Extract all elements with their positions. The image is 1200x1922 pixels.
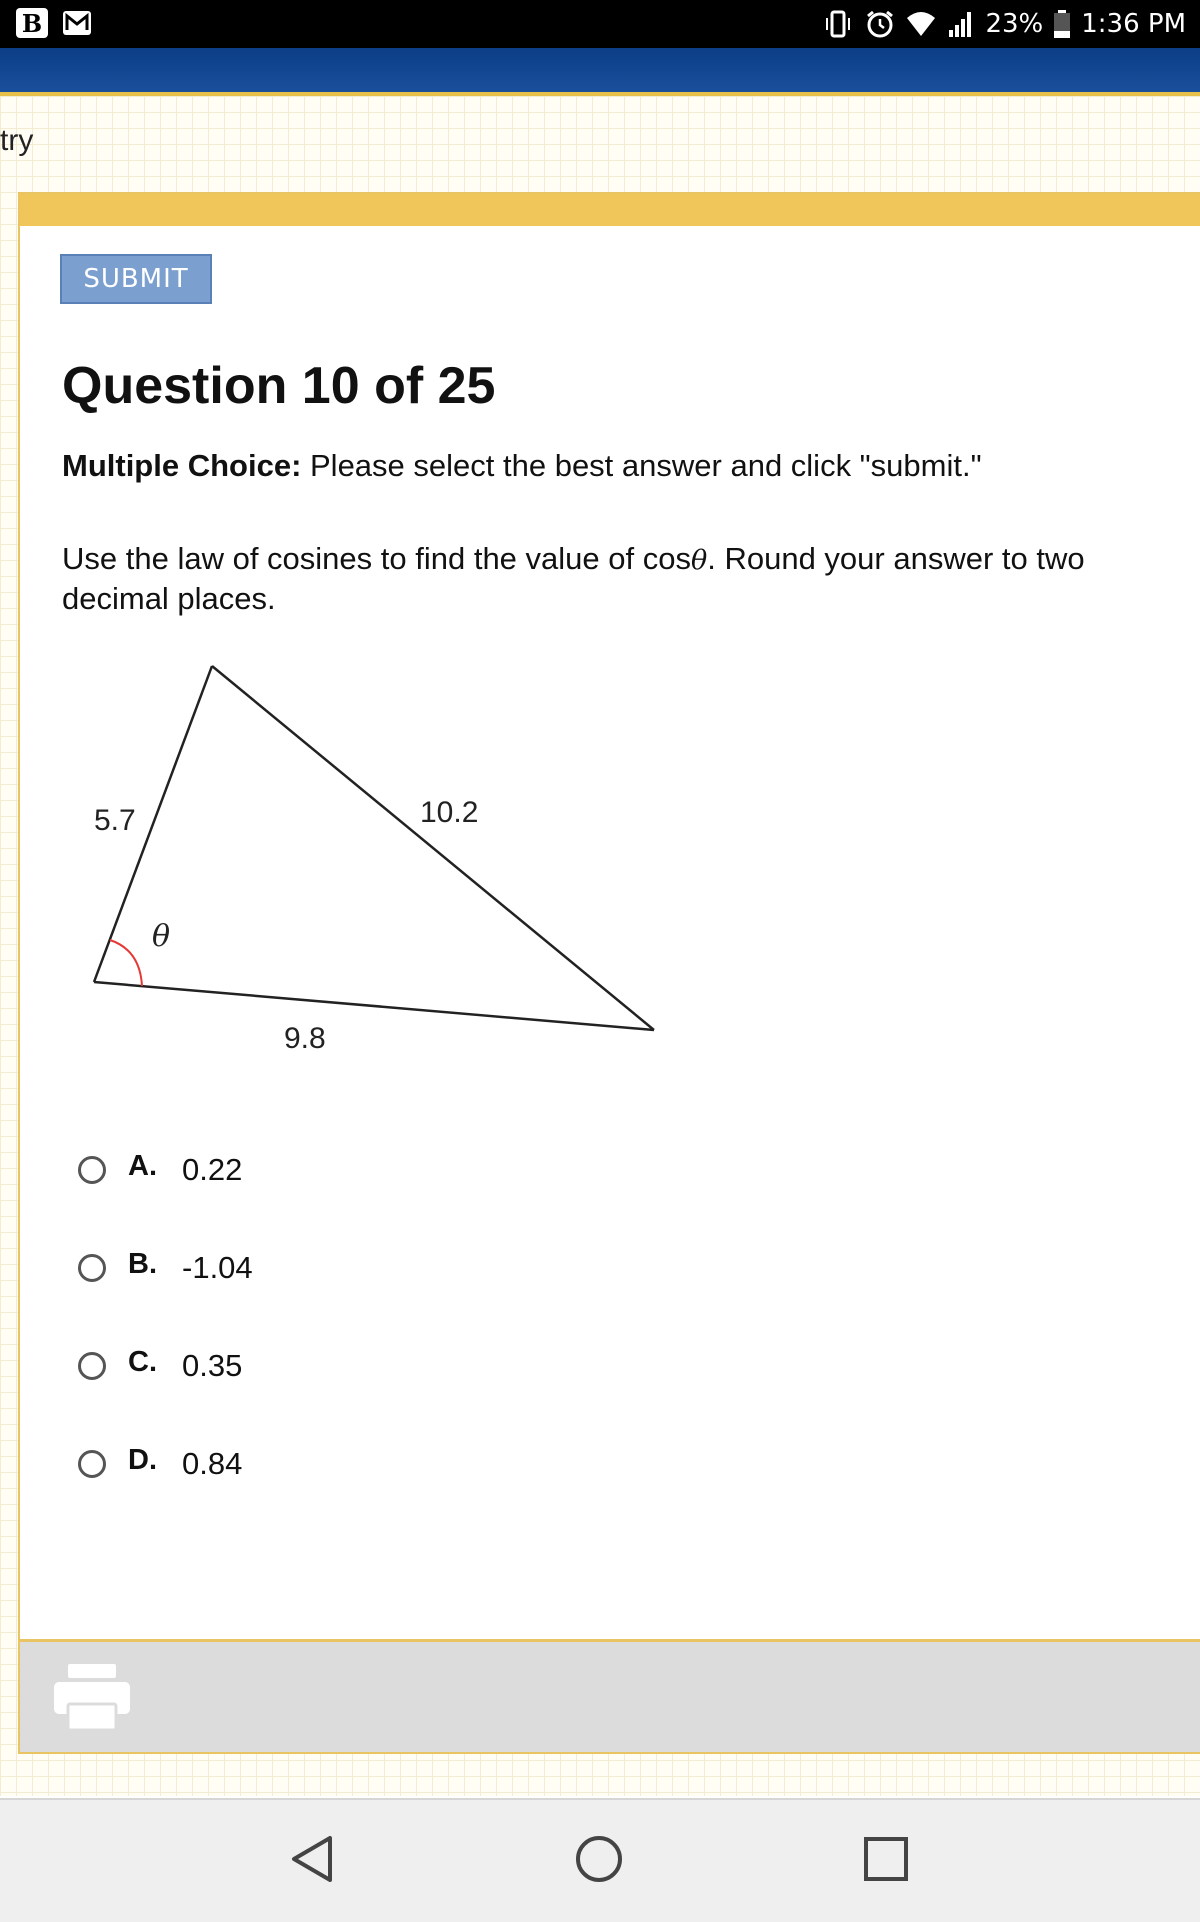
home-icon[interactable]: [574, 1834, 624, 1884]
radio-button[interactable]: [78, 1450, 106, 1478]
question-prompt: [62, 540, 1182, 618]
back-icon[interactable]: [290, 1834, 336, 1884]
instructions-label: Multiple Choice:: [62, 448, 302, 483]
vibrate-icon: [821, 9, 855, 39]
app-header: [0, 48, 1200, 96]
recents-icon[interactable]: [862, 1834, 910, 1884]
prompt-theta: θ: [690, 545, 708, 576]
side-label-right: 10.2: [420, 796, 479, 829]
gmail-icon: [62, 8, 92, 38]
angle-label: θ: [152, 919, 171, 954]
navigation-bar: [0, 1798, 1200, 1922]
status-bar: [0, 0, 1200, 48]
triangle-diagram: [70, 654, 670, 1074]
choice-c[interactable]: [78, 1342, 242, 1390]
choice-value: 0.35: [182, 1348, 243, 1383]
wifi-icon: [905, 9, 937, 39]
choice-value: 0.84: [182, 1446, 243, 1481]
clock: 1:36 PM: [1081, 9, 1186, 39]
prompt-text-before: Use the law of cosines to find the value of cos: [62, 541, 691, 576]
angle-arc: [110, 940, 142, 986]
signal-icon: [947, 9, 975, 39]
side-label-bottom: 9.8: [284, 1022, 326, 1055]
submit-button[interactable]: SUBMIT: [60, 254, 212, 304]
radio-button[interactable]: [78, 1352, 106, 1380]
prompt-text-after: . Round your answer to two decimal places.: [62, 541, 1085, 616]
alarm-icon: [865, 9, 895, 39]
side-label-left: 5.7: [94, 804, 136, 837]
card-footer: [20, 1639, 1200, 1752]
choice-letter: D.: [128, 1443, 157, 1476]
instructions-text: Please select the best answer and click "submit.": [301, 448, 982, 483]
choice-a[interactable]: [78, 1146, 242, 1194]
battery-percent: 23%: [985, 9, 1044, 39]
choice-letter: A.: [128, 1149, 157, 1182]
radio-button[interactable]: [78, 1254, 106, 1282]
card-top-bar: [20, 194, 1200, 226]
choice-value: -1.04: [182, 1250, 253, 1285]
b-app-icon: B: [16, 8, 48, 38]
print-icon[interactable]: [52, 1662, 132, 1732]
question-card: [18, 192, 1200, 1754]
choice-letter: B.: [128, 1247, 157, 1280]
choice-b[interactable]: [78, 1244, 253, 1292]
instructions: [62, 448, 982, 484]
radio-button[interactable]: [78, 1156, 106, 1184]
choice-d[interactable]: [78, 1440, 242, 1488]
choice-letter: C.: [128, 1345, 157, 1378]
triangle-side-right: [212, 666, 654, 1030]
choice-value: 0.22: [182, 1152, 243, 1187]
question-title: Question 10 of 25: [62, 357, 496, 415]
triangle-side-bottom: [94, 982, 654, 1030]
battery-icon: [1053, 9, 1071, 39]
breadcrumb[interactable]: try: [0, 124, 34, 157]
